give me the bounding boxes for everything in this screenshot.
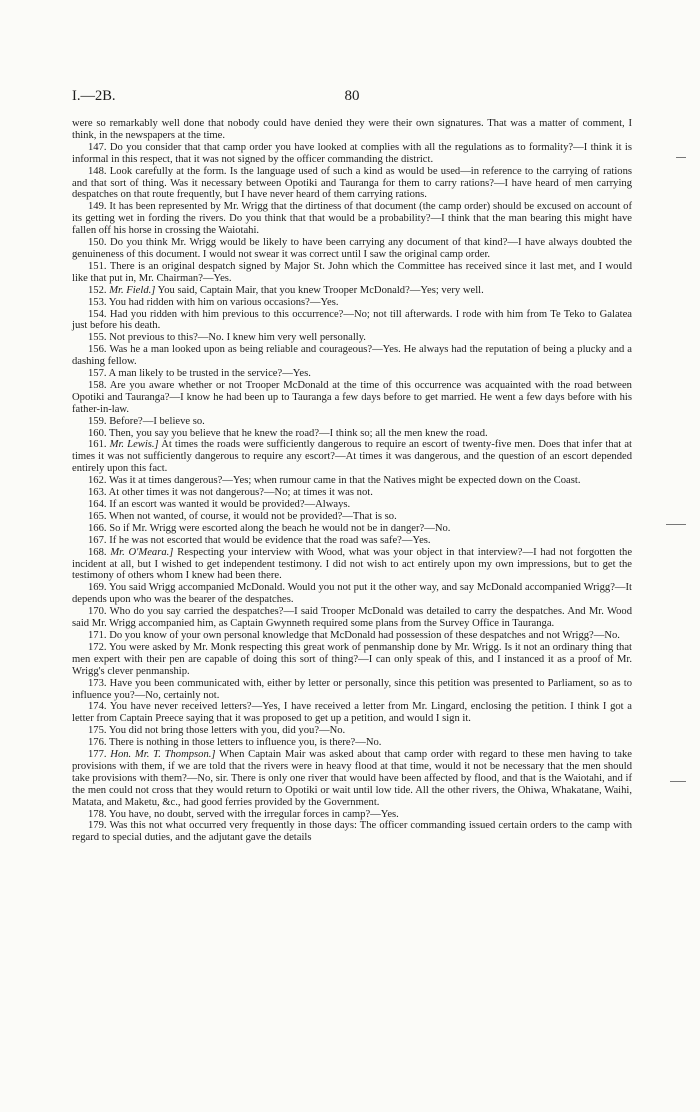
paragraph-text: You have never received letters?—Yes, I have received a letter from Mr. Lingard, enclosing the petition. I think I got a letter from Captain Preece saying that it was proposed to get up a petition, and would I sign it. (72, 701, 632, 725)
paragraph (72, 118, 632, 142)
paragraph-text: If an escort was wanted it would be provided?—Always. (109, 499, 351, 510)
margin-mark (666, 524, 686, 525)
margin-mark (670, 781, 686, 782)
paragraph-text: were so remarkably well done that nobody could have denied they were their own signatures. That was a matter of comment, I think, in the newspapers at the time. (72, 118, 632, 141)
paragraph (72, 439, 632, 475)
question-number: 179. (88, 820, 107, 832)
paragraph (72, 701, 632, 725)
page-header (72, 88, 632, 108)
paragraph (72, 606, 632, 630)
paragraph-text: Who do you say carried the despatches?—I said Trooper McDonald was detailed to carry the despatches. And Mr. Wood said Mr. Wrigg accompanied him, as Captain Gwynneth required some plans from the Survey Office in Tauranga. (72, 606, 632, 630)
question-number: 172. (88, 641, 107, 653)
paragraph (72, 380, 632, 416)
question-number: 168. (88, 546, 107, 558)
question-number: 170. (88, 606, 107, 618)
paragraph-text: Do you consider that that camp order you have looked at complies with all the regulations as to formality?—I think it is informal in this respect, that it was not signed by the officer commanding the district. (72, 141, 632, 165)
paragraph (72, 725, 632, 737)
question-number: 162. (88, 475, 107, 487)
paragraph-text: Was he a man looked upon as being reliable and courageous?—Yes. He always had the reputation of being a plucky and a dashing fellow. (72, 344, 632, 368)
speaker-name: Hon. Mr. T. Thompson.] (110, 749, 216, 761)
paragraph-text: You have, no doubt, served with the irregular forces in camp?—Yes. (108, 808, 399, 820)
paragraph (72, 737, 632, 749)
paragraph-text: You said, Captain Mair, that you knew Trooper McDonald?—Yes; very well. (157, 284, 484, 296)
document-reference: I.—2B. (72, 88, 116, 104)
paragraph (72, 642, 632, 678)
question-number: 161. (88, 439, 107, 451)
paragraph (72, 535, 632, 547)
question-number: 178. (88, 808, 107, 820)
paragraph (72, 166, 632, 202)
paragraph-text: At other times it was not dangerous?—No; at times it was not. (108, 487, 373, 499)
question-number: 154. (88, 308, 107, 320)
paragraph-text: If he was not escorted that would be evidence that the road was safe?—Yes. (109, 534, 431, 546)
paragraph (72, 547, 632, 583)
paragraph-text: Do you think Mr. Wrigg would be likely to have been carrying any document of that kind?—I have always doubted the genuineness of this document. I would not swear it was correct until I saw the original camp order. (72, 237, 632, 260)
paragraph (72, 368, 632, 380)
question-number: 148. (88, 165, 107, 177)
paragraph-text: Was it at times dangerous?—Yes; when rumour came in that the Natives might be expected down on the Coast. (109, 475, 581, 487)
document-body (72, 118, 632, 844)
paragraph-text: When not wanted, of course, it would not be provided?—That is so. (109, 510, 397, 522)
question-number: 175. (88, 725, 107, 737)
paragraph (72, 582, 632, 606)
question-number: 153. (88, 296, 107, 308)
question-number: 155. (88, 332, 107, 344)
paragraph (72, 237, 632, 261)
paragraph-text: Are you aware whether or not Trooper McDonald at the time of this occurrence was acquainted with the road between Opotiki and Tauranga?—I know he had been up to Tauranga a few days before to get married. He went a few days before with his father-in-law. (72, 379, 632, 415)
paragraph (72, 416, 632, 428)
paragraph-text: You said Wrigg accompanied McDonald. Would you not put it the other way, and say McDonald accompanied Wrigg?—It depends upon who was the bearer of the despatches. (72, 582, 632, 606)
paragraph (72, 309, 632, 333)
paragraph-text: Do you know of your own personal knowledge that McDonald had possession of these despatches and not Wrigg?—No. (109, 629, 620, 641)
paragraph-text: Before?—I believe so. (109, 415, 205, 427)
paragraph-text: Then, you say you believe that he knew the road?—I think so; all the men knew the road. (109, 427, 488, 439)
question-number: 177. (88, 749, 107, 761)
paragraph (72, 201, 632, 237)
question-number: 152. (88, 284, 107, 296)
paragraph (72, 297, 632, 309)
paragraph (72, 428, 632, 440)
paragraph-text: Had you ridden with him previous to this occurrence?—No; not till afterwards. I rode with him from Te Teko to Galatea just before his death. (72, 308, 633, 332)
question-number: 165. (88, 510, 107, 522)
paragraph-text: Was this not what occurred very frequently in those days: The officer commanding issued certain orders to the camp with regard to special duties, and the adjutant gave the details (72, 820, 632, 844)
paragraph (72, 678, 632, 702)
paragraph (72, 261, 632, 285)
paragraph (72, 475, 632, 487)
paragraph-text: Respecting your interview with Wood, what was your object in that interview?—I had not forgotten the incident at all, but I wished to get independent testimony. I did not wish to act entirely upon my own impressions, but to get the testimony of others whom I knew had been there. (72, 546, 633, 582)
paragraph-text: You were asked by Mr. Monk respecting this great work of penmanship done by Mr. Wrigg. Is it not an ordinary thing that men expert with their pen are capable of doing this sort of thing?—I can only speak of this, and I instanced it as a proof of Mr. Wrigg's clever penmanship. (72, 641, 632, 677)
paragraph-text: When Captain Mair was asked about that camp order with regard to these men having to take provisions with them, if we are told that the rivers were in heavy flood at that time, would it not be necessary that the men should take provisions with them?—No, sir. There is only one river that would have been affected by flood, and that is the Waiotahi, and if the men could not cross that they would return to Opotiki or wait until low tide. All the other rivers, the Ohiwa, Whakatane, Waihi, Matata, and Maketu, &c., had good ferries provided by the Government. (72, 749, 633, 808)
paragraph (72, 344, 632, 368)
question-number: 150. (88, 237, 107, 249)
question-number: 163. (88, 487, 107, 499)
speaker-name: Mr. O'Meara.] (110, 546, 174, 558)
paragraph-text: There is an original despatch signed by Major St. John which the Committee has received since it last met, and I would like that put in, Mr. Chairman?—Yes. (72, 260, 632, 284)
paragraph-text: Have you been communicated with, either by letter or personally, since this petition was presented to Parliament, so as to influence you?—No, certainly not. (72, 677, 633, 701)
question-number: 159. (88, 415, 107, 427)
paragraph (72, 630, 632, 642)
paragraph (72, 523, 632, 535)
question-number: 173. (88, 677, 107, 689)
question-number: 151. (88, 260, 107, 272)
paragraph-text: Look carefully at the form. Is the language used of such a kind as would be used—in reference to the carrying of rations and that sort of thing. Was it necessary between Opotiki and Tauranga for them to carry rations?—I have heard of men carrying despatches on that route frequently, but I have never heard of them carrying rations. (72, 165, 632, 201)
paragraph (72, 487, 632, 499)
question-number: 174. (88, 701, 107, 713)
paragraph-text: A man likely to be trusted in the service?—Yes. (108, 368, 311, 380)
question-number: 149. (88, 201, 107, 213)
paragraph-text: There is nothing in those letters to influence you, is there?—No. (109, 737, 382, 749)
question-number: 171. (88, 629, 107, 641)
paragraph (72, 142, 632, 166)
paragraph (72, 285, 632, 297)
paragraph (72, 332, 632, 344)
question-number: 160. (88, 427, 107, 439)
question-number: 147. (88, 141, 107, 153)
question-number: 169. (88, 582, 107, 594)
question-number: 156. (88, 344, 107, 356)
paragraph-text: At times the roads were sufficiently dangerous to require an escort of twenty-five men. Does that infer that at times it was not sufficiently dangerous to require any escort?—At times it was dangerous, and the question of an escort depended entirely upon this fact. (72, 439, 632, 475)
paragraph (72, 499, 632, 511)
paragraph (72, 809, 632, 821)
paragraph-text: You had ridden with him on various occasions?—Yes. (108, 296, 339, 308)
paragraph-text: It has been represented by Mr. Wrigg that the dirtiness of that document (the camp order) should be excused on account of its getting wet in fording the rivers. Do you think that that would be a probability?—I think that the man bearing this might have fallen off his horse in crossing the Waiotahi. (72, 201, 632, 237)
question-number: 158. (88, 379, 107, 391)
question-number: 164. (88, 499, 107, 510)
paragraph-text: You did not bring those letters with you, did you?—No. (108, 725, 346, 737)
paragraph (72, 511, 632, 523)
paragraph (72, 820, 632, 844)
question-number: 157. (88, 368, 107, 380)
speaker-name: Mr. Field.] (109, 284, 156, 296)
question-number: 167. (88, 534, 107, 546)
paragraph-text: So if Mr. Wrigg were escorted along the beach he would not be in danger?—No. (109, 522, 451, 534)
page-number: 80 (344, 88, 360, 104)
question-number: 166. (88, 522, 107, 534)
paragraph-text: Not previous to this?—No. I knew him very well personally. (109, 332, 366, 344)
speaker-name: Mr. Lewis.] (109, 439, 159, 451)
question-number: 176. (88, 737, 107, 749)
margin-mark (676, 157, 686, 158)
paragraph (72, 749, 632, 809)
